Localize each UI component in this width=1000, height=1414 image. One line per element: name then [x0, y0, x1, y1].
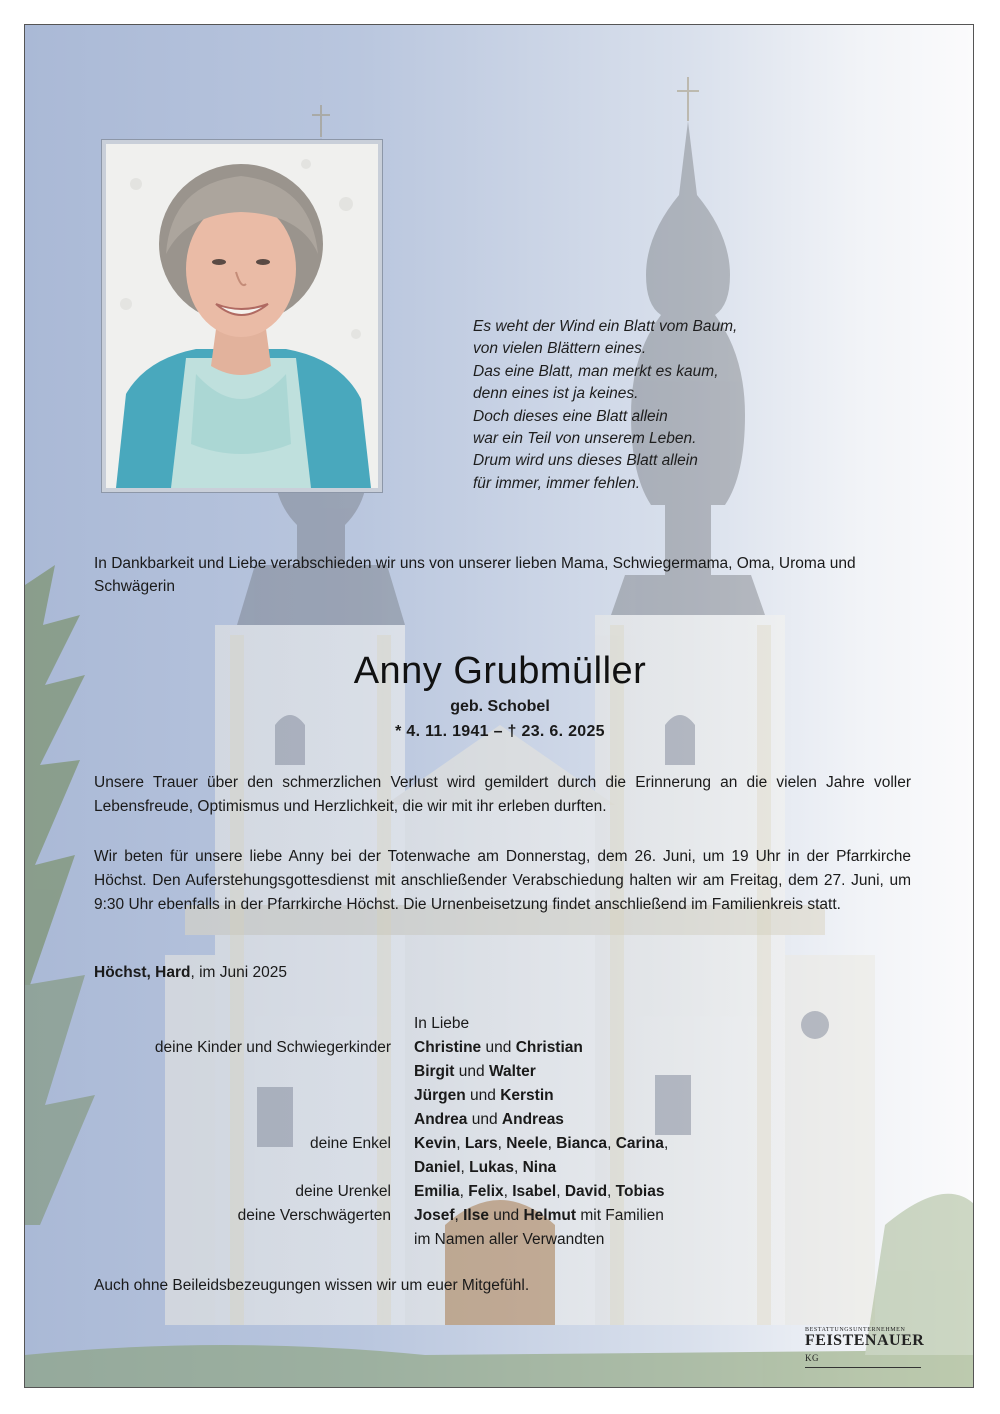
life-dates: * 4. 11. 1941 – † 23. 6. 2025	[395, 723, 605, 740]
place-date-rest: , im Juni 2025	[190, 964, 287, 981]
page-frame	[24, 24, 974, 1388]
enkel-names: Kevin, Lars, Neele, Bianca, Carina,	[414, 1135, 669, 1152]
in-liebe: In Liebe	[414, 1015, 470, 1032]
portrait-photo	[106, 144, 378, 488]
poem-line: Es weht der Wind ein Blatt vom Baum,	[473, 318, 738, 335]
poem-line: Drum wird uns dieses Blatt allein	[473, 452, 698, 470]
paragraph-service: Wir beten für unsere liebe Anny bei der Totenwache am Donnerstag, dem 26. Juni, um 19 Uhr in der Pfarrkirche Höchst. Den Auferstehungsgottesdienst mit anschließender Verabschiedung halten wir am Freitag, dem 27. Juni, um 9:30 Uhr ebenfalls in der Pfarrkirche Höchst. Die Urnenbeisetzung findet anschließend im Familienkreis statt.	[94, 848, 911, 913]
funeral-home-logo	[805, 1327, 925, 1368]
poem-line: Das eine Blatt, man merkt es kaum,	[473, 362, 719, 380]
poem-line: war ein Teil von unserem Leben.	[473, 430, 697, 448]
place-date	[94, 964, 287, 982]
logo-tagline: BESTATTUNGSUNTERNEHMEN	[805, 1327, 906, 1333]
logo-underline	[805, 1367, 921, 1368]
kinder-pair: Andrea und Andreas	[414, 1111, 564, 1128]
enkel-names: Daniel, Lukas, Nina	[414, 1159, 557, 1176]
poem-line: denn eines ist ja keines.	[473, 385, 639, 403]
intro-text: In Dankbarkeit und Liebe verabschieden wir uns von unserer lieben Mama, Schwiegermama, Oma, Uroma und Schwägerin	[94, 555, 856, 595]
portrait-frame	[101, 139, 383, 493]
verschwaegerten-label: deine Verschwägerten	[237, 1207, 391, 1224]
urenkel-names: Emilia, Felix, Isabel, David, Tobias	[414, 1183, 665, 1200]
place-names: Höchst, Hard	[94, 964, 191, 981]
enkel-label: deine Enkel	[309, 1135, 391, 1152]
verwandte-line: im Namen aller Verwandten	[414, 1231, 605, 1248]
kinder-pair: Birgit und Walter	[414, 1063, 536, 1080]
maiden-name: geb. Schobel	[450, 698, 550, 715]
family-list	[25, 1012, 974, 1252]
kinder-label: deine Kinder und Schwiegerkinder	[154, 1039, 391, 1056]
kinder-pair: Christine und Christian	[414, 1039, 583, 1056]
closing-text: Auch ohne Beileidsbezeugungen wissen wir um euer Mitgefühl.	[94, 1277, 530, 1294]
poem-line: von vielen Blättern eines.	[473, 340, 647, 358]
poem	[473, 316, 893, 495]
deceased-name: Anny Grubmüller	[353, 650, 647, 692]
paragraph-grief: Unsere Trauer über den schmerzlichen Verlust wird gemildert durch die Erinnerung an die vielen Jahre voller Lebensfreude, Optimismus und Herzlichkeit, die wir mit ihr erleben durften.	[94, 774, 911, 815]
poem-line: für immer, immer fehlen.	[473, 474, 641, 492]
logo-name: FEISTENAUER	[805, 1332, 925, 1349]
urenkel-label: deine Urenkel	[295, 1183, 391, 1200]
logo-suffix: KG	[805, 1353, 819, 1363]
verschwaegerten-names: Josef, Ilse und Helmut mit Familien	[414, 1207, 664, 1224]
poem-line: Doch dieses eine Blatt allein	[473, 407, 668, 425]
kinder-pair: Jürgen und Kerstin	[414, 1087, 554, 1104]
